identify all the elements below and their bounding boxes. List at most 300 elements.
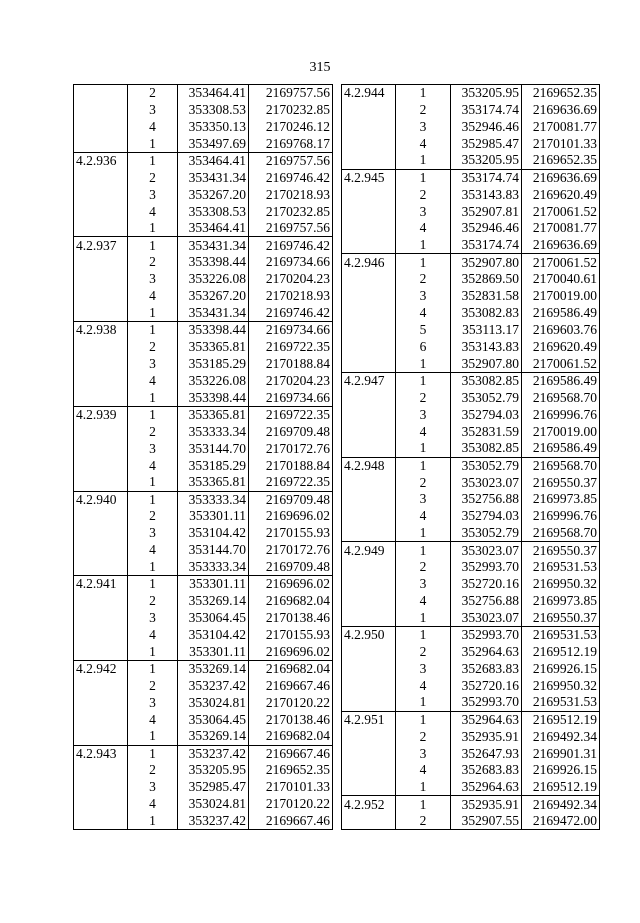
table-row [342, 237, 600, 254]
point-number-cell: 4 [396, 677, 451, 694]
table-row [74, 288, 333, 305]
y-coordinate-cell: 2170101.33 [249, 779, 333, 796]
coordinate-table-left [73, 84, 333, 830]
point-number-cell: 5 [396, 322, 451, 339]
y-coordinate-cell: 2169746.42 [249, 169, 333, 186]
parcel-id-cell [342, 423, 396, 440]
parcel-id-cell [74, 135, 128, 152]
point-number-cell: 1 [396, 169, 451, 186]
point-number-cell: 1 [396, 711, 451, 728]
point-number-cell: 3 [396, 406, 451, 423]
table-row [342, 542, 600, 559]
y-coordinate-cell: 2170188.84 [249, 457, 333, 474]
point-number-cell: 2 [128, 85, 178, 102]
parcel-id-cell [74, 593, 128, 610]
table-row [74, 694, 333, 711]
x-coordinate-cell: 353226.08 [178, 271, 249, 288]
table-row [74, 305, 333, 322]
point-number-cell: 1 [128, 660, 178, 677]
table-row [342, 576, 600, 593]
x-coordinate-cell: 353365.81 [178, 339, 249, 356]
parcel-id-cell [74, 643, 128, 660]
x-coordinate-cell: 353144.70 [178, 542, 249, 559]
parcel-id-cell [74, 728, 128, 745]
table-row [74, 389, 333, 406]
parcel-id-cell [74, 796, 128, 813]
table-row [74, 203, 333, 220]
point-number-cell: 1 [396, 85, 451, 102]
point-number-cell: 4 [396, 508, 451, 525]
table-row [342, 627, 600, 644]
parcel-id-cell [74, 711, 128, 728]
point-number-cell: 2 [128, 677, 178, 694]
y-coordinate-cell: 2169696.02 [249, 643, 333, 660]
parcel-id-cell [74, 694, 128, 711]
y-coordinate-cell: 2169757.56 [249, 85, 333, 102]
parcel-id-cell [342, 694, 396, 711]
y-coordinate-cell: 2169696.02 [249, 508, 333, 525]
x-coordinate-cell: 353301.11 [178, 576, 249, 593]
parcel-id-cell [74, 186, 128, 203]
parcel-id-cell [342, 356, 396, 373]
y-coordinate-cell: 2169531.53 [522, 559, 600, 576]
table-row [74, 660, 333, 677]
point-number-cell: 3 [128, 271, 178, 288]
table-row [342, 339, 600, 356]
x-coordinate-cell: 353431.34 [178, 305, 249, 322]
x-coordinate-cell: 352993.70 [451, 627, 522, 644]
y-coordinate-cell: 2169492.34 [522, 796, 600, 813]
point-number-cell: 1 [128, 406, 178, 423]
table-row [74, 779, 333, 796]
point-number-cell: 3 [128, 610, 178, 627]
point-number-cell: 2 [128, 762, 178, 779]
y-coordinate-cell: 2170232.85 [249, 203, 333, 220]
parcel-id-cell [74, 508, 128, 525]
point-number-cell: 1 [128, 745, 178, 762]
table-row [74, 169, 333, 186]
x-coordinate-cell: 352831.58 [451, 288, 522, 305]
y-coordinate-cell: 2169734.66 [249, 322, 333, 339]
y-coordinate-cell: 2169652.35 [522, 152, 600, 169]
y-coordinate-cell: 2169709.48 [249, 423, 333, 440]
y-coordinate-cell: 2170232.85 [249, 101, 333, 118]
y-coordinate-cell: 2169768.17 [249, 135, 333, 152]
point-number-cell: 2 [128, 169, 178, 186]
parcel-id-cell [74, 457, 128, 474]
parcel-id-cell: 4.2.947 [342, 372, 396, 389]
table-row [74, 457, 333, 474]
table-row [342, 135, 600, 152]
point-number-cell: 3 [396, 118, 451, 135]
y-coordinate-cell: 2170138.46 [249, 610, 333, 627]
table-row [74, 322, 333, 339]
x-coordinate-cell: 353267.20 [178, 186, 249, 203]
point-number-cell: 1 [128, 491, 178, 508]
y-coordinate-cell: 2169620.49 [522, 339, 600, 356]
y-coordinate-cell: 2169709.48 [249, 559, 333, 576]
parcel-id-cell [74, 118, 128, 135]
point-number-cell: 4 [128, 372, 178, 389]
point-number-cell: 2 [396, 728, 451, 745]
x-coordinate-cell: 353350.13 [178, 118, 249, 135]
y-coordinate-cell: 2169531.53 [522, 627, 600, 644]
table-row [74, 220, 333, 237]
x-coordinate-cell: 353143.83 [451, 186, 522, 203]
table-row [342, 322, 600, 339]
parcel-id-cell [342, 677, 396, 694]
point-number-cell: 4 [128, 203, 178, 220]
y-coordinate-cell: 2169586.49 [522, 305, 600, 322]
x-coordinate-cell: 352993.70 [451, 694, 522, 711]
point-number-cell: 1 [128, 237, 178, 254]
point-number-cell: 1 [396, 779, 451, 796]
point-number-cell: 6 [396, 339, 451, 356]
parcel-id-cell [74, 254, 128, 271]
table-row [74, 525, 333, 542]
parcel-id-cell [342, 101, 396, 118]
point-number-cell: 2 [128, 593, 178, 610]
y-coordinate-cell: 2170040.61 [522, 271, 600, 288]
y-coordinate-cell: 2170155.93 [249, 525, 333, 542]
point-number-cell: 1 [396, 152, 451, 169]
x-coordinate-cell: 353431.34 [178, 237, 249, 254]
x-coordinate-cell: 353398.44 [178, 322, 249, 339]
y-coordinate-cell: 2169950.32 [522, 677, 600, 694]
x-coordinate-cell: 353333.34 [178, 423, 249, 440]
point-number-cell: 1 [396, 237, 451, 254]
table-row [74, 627, 333, 644]
y-coordinate-cell: 2170081.77 [522, 118, 600, 135]
x-coordinate-cell: 353052.79 [451, 389, 522, 406]
table-row [74, 101, 333, 118]
x-coordinate-cell: 353024.81 [178, 796, 249, 813]
x-coordinate-cell: 352935.91 [451, 796, 522, 813]
parcel-id-cell [74, 474, 128, 491]
y-coordinate-cell: 2169586.49 [522, 372, 600, 389]
y-coordinate-cell: 2169901.31 [522, 745, 600, 762]
x-coordinate-cell: 352869.50 [451, 271, 522, 288]
x-coordinate-cell: 353464.41 [178, 152, 249, 169]
point-number-cell: 1 [128, 152, 178, 169]
point-number-cell: 3 [128, 101, 178, 118]
y-coordinate-cell: 2169603.76 [522, 322, 600, 339]
parcel-id-cell [74, 101, 128, 118]
parcel-id-cell [342, 525, 396, 542]
parcel-id-cell [342, 322, 396, 339]
point-number-cell: 1 [396, 440, 451, 457]
table-row [74, 728, 333, 745]
x-coordinate-cell: 353174.74 [451, 101, 522, 118]
table-row [342, 288, 600, 305]
y-coordinate-cell: 2170246.12 [249, 118, 333, 135]
parcel-id-cell: 4.2.952 [342, 796, 396, 813]
parcel-id-cell: 4.2.941 [74, 576, 128, 593]
parcel-id-cell [342, 762, 396, 779]
x-coordinate-cell: 352756.88 [451, 491, 522, 508]
y-coordinate-cell: 2169652.35 [522, 85, 600, 102]
point-number-cell: 3 [396, 203, 451, 220]
y-coordinate-cell: 2169926.15 [522, 762, 600, 779]
y-coordinate-cell: 2169757.56 [249, 220, 333, 237]
parcel-id-cell [342, 237, 396, 254]
y-coordinate-cell: 2169512.19 [522, 711, 600, 728]
x-coordinate-cell: 353308.53 [178, 101, 249, 118]
point-number-cell: 1 [128, 576, 178, 593]
x-coordinate-cell: 353185.29 [178, 356, 249, 373]
table-row [74, 186, 333, 203]
y-coordinate-cell: 2169696.02 [249, 576, 333, 593]
table-row [342, 660, 600, 677]
table-row [342, 186, 600, 203]
parcel-id-cell [342, 576, 396, 593]
parcel-id-cell [342, 660, 396, 677]
parcel-id-cell: 4.2.940 [74, 491, 128, 508]
x-coordinate-cell: 353398.44 [178, 389, 249, 406]
parcel-id-cell [342, 220, 396, 237]
point-number-cell: 4 [128, 627, 178, 644]
parcel-id-cell [74, 305, 128, 322]
point-number-cell: 1 [128, 643, 178, 660]
point-number-cell: 2 [396, 389, 451, 406]
table-row [74, 542, 333, 559]
table-row [342, 694, 600, 711]
parcel-id-cell: 4.2.939 [74, 406, 128, 423]
y-coordinate-cell: 2169757.56 [249, 152, 333, 169]
table-row [342, 152, 600, 169]
point-number-cell: 1 [128, 220, 178, 237]
x-coordinate-cell: 352964.63 [451, 711, 522, 728]
point-number-cell: 1 [128, 728, 178, 745]
y-coordinate-cell: 2169746.42 [249, 237, 333, 254]
x-coordinate-cell: 352720.16 [451, 576, 522, 593]
table-row [342, 220, 600, 237]
point-number-cell: 3 [128, 694, 178, 711]
x-coordinate-cell: 352831.59 [451, 423, 522, 440]
x-coordinate-cell: 352907.81 [451, 203, 522, 220]
x-coordinate-cell: 353023.07 [451, 610, 522, 627]
parcel-id-cell [74, 779, 128, 796]
x-coordinate-cell: 352720.16 [451, 677, 522, 694]
point-number-cell: 4 [128, 288, 178, 305]
point-number-cell: 1 [396, 610, 451, 627]
parcel-id-cell [342, 305, 396, 322]
parcel-id-cell [342, 203, 396, 220]
x-coordinate-cell: 353205.95 [451, 85, 522, 102]
table-row [342, 118, 600, 135]
point-number-cell: 1 [396, 457, 451, 474]
point-number-cell: 4 [396, 305, 451, 322]
point-number-cell: 4 [128, 711, 178, 728]
table-row [342, 491, 600, 508]
table-row [342, 423, 600, 440]
x-coordinate-cell: 353185.29 [178, 457, 249, 474]
point-number-cell: 2 [396, 559, 451, 576]
parcel-id-cell: 4.2.936 [74, 152, 128, 169]
y-coordinate-cell: 2169926.15 [522, 660, 600, 677]
x-coordinate-cell: 353104.42 [178, 525, 249, 542]
point-number-cell: 3 [396, 576, 451, 593]
y-coordinate-cell: 2169636.69 [522, 169, 600, 186]
y-coordinate-cell: 2170081.77 [522, 220, 600, 237]
y-coordinate-cell: 2169512.19 [522, 643, 600, 660]
parcel-id-cell [74, 85, 128, 102]
x-coordinate-cell: 353052.79 [451, 457, 522, 474]
point-number-cell: 4 [396, 762, 451, 779]
table-row [342, 508, 600, 525]
x-coordinate-cell: 353024.81 [178, 694, 249, 711]
x-coordinate-cell: 353174.74 [451, 169, 522, 186]
table-row [74, 152, 333, 169]
point-number-cell: 1 [396, 627, 451, 644]
y-coordinate-cell: 2170218.93 [249, 186, 333, 203]
point-number-cell: 3 [128, 186, 178, 203]
y-coordinate-cell: 2169667.46 [249, 677, 333, 694]
x-coordinate-cell: 353237.42 [178, 745, 249, 762]
y-coordinate-cell: 2169472.00 [522, 813, 600, 830]
x-coordinate-cell: 353398.44 [178, 254, 249, 271]
parcel-id-cell [74, 762, 128, 779]
point-number-cell: 1 [396, 694, 451, 711]
point-number-cell: 1 [128, 322, 178, 339]
y-coordinate-cell: 2169586.49 [522, 440, 600, 457]
point-number-cell: 1 [396, 542, 451, 559]
y-coordinate-cell: 2169996.76 [522, 406, 600, 423]
x-coordinate-cell: 352964.63 [451, 643, 522, 660]
parcel-id-cell [74, 356, 128, 373]
table-row [342, 440, 600, 457]
parcel-id-cell [74, 542, 128, 559]
y-coordinate-cell: 2169512.19 [522, 779, 600, 796]
y-coordinate-cell: 2169722.35 [249, 406, 333, 423]
parcel-id-cell: 4.2.937 [74, 237, 128, 254]
table-row [74, 339, 333, 356]
x-coordinate-cell: 353301.11 [178, 643, 249, 660]
y-coordinate-cell: 2170155.93 [249, 627, 333, 644]
parcel-id-cell [342, 339, 396, 356]
y-coordinate-cell: 2170218.93 [249, 288, 333, 305]
x-coordinate-cell: 353464.41 [178, 220, 249, 237]
parcel-id-cell [342, 508, 396, 525]
y-coordinate-cell: 2170188.84 [249, 356, 333, 373]
parcel-id-cell: 4.2.951 [342, 711, 396, 728]
parcel-id-cell: 4.2.950 [342, 627, 396, 644]
x-coordinate-cell: 352647.93 [451, 745, 522, 762]
table-row [342, 610, 600, 627]
point-number-cell: 1 [128, 559, 178, 576]
x-coordinate-cell: 353113.17 [451, 322, 522, 339]
y-coordinate-cell: 2170061.52 [522, 254, 600, 271]
x-coordinate-cell: 352794.03 [451, 406, 522, 423]
parcel-id-cell [342, 728, 396, 745]
y-coordinate-cell: 2170204.23 [249, 271, 333, 288]
parcel-id-cell: 4.2.944 [342, 85, 396, 102]
table-row [342, 372, 600, 389]
y-coordinate-cell: 2169667.46 [249, 745, 333, 762]
y-coordinate-cell: 2170120.22 [249, 694, 333, 711]
point-number-cell: 3 [396, 288, 451, 305]
x-coordinate-cell: 352907.80 [451, 356, 522, 373]
x-coordinate-cell: 353144.70 [178, 440, 249, 457]
y-coordinate-cell: 2170138.46 [249, 711, 333, 728]
y-coordinate-cell: 2169973.85 [522, 593, 600, 610]
x-coordinate-cell: 353237.42 [178, 677, 249, 694]
point-number-cell: 3 [128, 356, 178, 373]
parcel-id-cell [74, 203, 128, 220]
x-coordinate-cell: 353497.69 [178, 135, 249, 152]
x-coordinate-cell: 353143.83 [451, 339, 522, 356]
parcel-id-cell [342, 135, 396, 152]
parcel-id-cell: 4.2.943 [74, 745, 128, 762]
table-row [342, 677, 600, 694]
y-coordinate-cell: 2169996.76 [522, 508, 600, 525]
table-row [74, 762, 333, 779]
point-number-cell: 2 [396, 271, 451, 288]
table-row [342, 389, 600, 406]
x-coordinate-cell: 352907.55 [451, 813, 522, 830]
point-number-cell: 3 [396, 660, 451, 677]
y-coordinate-cell: 2169722.35 [249, 339, 333, 356]
table-row [74, 271, 333, 288]
x-coordinate-cell: 353267.20 [178, 288, 249, 305]
x-coordinate-cell: 353226.08 [178, 372, 249, 389]
x-coordinate-cell: 353104.42 [178, 627, 249, 644]
parcel-id-cell [74, 372, 128, 389]
x-coordinate-cell: 353431.34 [178, 169, 249, 186]
table-row [74, 643, 333, 660]
point-number-cell: 1 [396, 525, 451, 542]
x-coordinate-cell: 353082.85 [451, 440, 522, 457]
x-coordinate-cell: 353269.14 [178, 728, 249, 745]
point-number-cell: 1 [128, 305, 178, 322]
table-row [74, 85, 333, 102]
x-coordinate-cell: 353308.53 [178, 203, 249, 220]
parcel-id-cell: 4.2.942 [74, 660, 128, 677]
parcel-id-cell: 4.2.949 [342, 542, 396, 559]
table-row [342, 101, 600, 118]
point-number-cell: 4 [128, 118, 178, 135]
x-coordinate-cell: 352907.80 [451, 254, 522, 271]
parcel-id-cell [342, 593, 396, 610]
x-coordinate-cell: 353301.11 [178, 508, 249, 525]
point-number-cell: 4 [396, 135, 451, 152]
x-coordinate-cell: 353269.14 [178, 660, 249, 677]
parcel-id-cell [342, 610, 396, 627]
table-row [342, 745, 600, 762]
parcel-id-cell [74, 440, 128, 457]
table-row [74, 440, 333, 457]
parcel-id-cell [74, 169, 128, 186]
table-row [342, 85, 600, 102]
x-coordinate-cell: 353205.95 [451, 152, 522, 169]
y-coordinate-cell: 2170061.52 [522, 203, 600, 220]
parcel-id-cell [342, 406, 396, 423]
table-row [342, 356, 600, 373]
y-coordinate-cell: 2169734.66 [249, 254, 333, 271]
point-number-cell: 2 [128, 339, 178, 356]
x-coordinate-cell: 353269.14 [178, 593, 249, 610]
y-coordinate-cell: 2169667.46 [249, 813, 333, 830]
parcel-id-cell [342, 152, 396, 169]
table-row [74, 118, 333, 135]
x-coordinate-cell: 353082.85 [451, 372, 522, 389]
table-row [342, 779, 600, 796]
point-number-cell: 4 [396, 593, 451, 610]
x-coordinate-cell: 353064.45 [178, 610, 249, 627]
table-row [342, 305, 600, 322]
table-row [342, 474, 600, 491]
y-coordinate-cell: 2169682.04 [249, 660, 333, 677]
